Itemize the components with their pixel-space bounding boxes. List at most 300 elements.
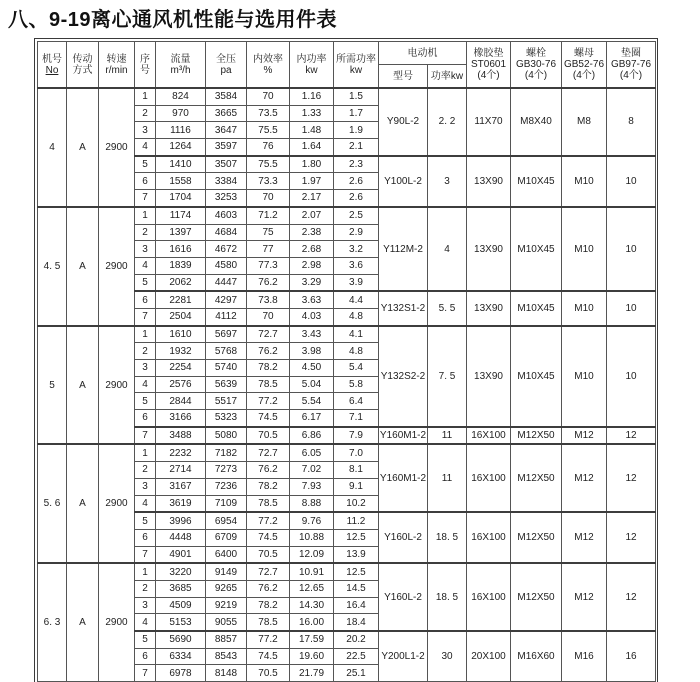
washer-header-qty: (4个) xyxy=(619,70,643,81)
flow-cell: 970 xyxy=(156,105,206,122)
inner-power-header-cn: 内功率 xyxy=(296,53,327,65)
required-power-cell: 3.2 xyxy=(334,241,379,258)
inner-power-cell: 9.76 xyxy=(290,512,334,529)
pressure-cell: 3665 xyxy=(206,105,247,122)
seq-cell: 2 xyxy=(135,224,156,241)
inner-power-cell: 1.97 xyxy=(290,173,334,190)
pressure-cell: 5323 xyxy=(206,410,247,427)
nut-cell: M12 xyxy=(562,563,607,631)
nut-cell: M10 xyxy=(562,326,607,427)
flow-cell: 824 xyxy=(156,88,206,105)
required-power-cell: 4.8 xyxy=(334,308,379,325)
washer-cell: 10 xyxy=(607,156,656,207)
flow-cell: 1410 xyxy=(156,156,206,173)
required-power-cell: 2.5 xyxy=(334,207,379,224)
seq-cell: 3 xyxy=(135,360,156,377)
seq-cell: 2 xyxy=(135,105,156,122)
inner-power-cell: 17.59 xyxy=(290,631,334,648)
motor-power-cell: 11 xyxy=(428,444,467,512)
table-body xyxy=(38,88,656,682)
nut-cell: M10 xyxy=(562,291,607,325)
fan-no-cell: 6. 3 xyxy=(38,563,67,681)
flow-cell: 3488 xyxy=(156,427,206,445)
efficiency-cell: 71.2 xyxy=(247,207,290,224)
efficiency-cell: 73.8 xyxy=(247,291,290,308)
inner-power-cell: 12.65 xyxy=(290,580,334,597)
flow-cell: 2232 xyxy=(156,444,206,461)
seq-cell: 5 xyxy=(135,512,156,529)
speed-cell: 2900 xyxy=(99,563,135,681)
efficiency-cell: 78.2 xyxy=(247,478,290,495)
rubber-pad-cell: 13X90 xyxy=(467,207,511,291)
bolt-header-qty: (4个) xyxy=(524,70,548,81)
inner-power-cell: 2.98 xyxy=(290,257,334,274)
motor-power-cell: 4 xyxy=(428,207,467,291)
drive-cell: A xyxy=(67,444,99,563)
efficiency-cell: 74.5 xyxy=(247,410,290,427)
inner-power-cell: 1.80 xyxy=(290,156,334,173)
inner-power-cell: 7.93 xyxy=(290,478,334,495)
required-power-cell: 1.5 xyxy=(334,88,379,105)
col-header-efficiency xyxy=(247,42,290,89)
pressure-cell: 9055 xyxy=(206,614,247,631)
inner-power-cell: 5.54 xyxy=(290,393,334,410)
seq-cell: 1 xyxy=(135,326,156,343)
pressure-cell: 3384 xyxy=(206,173,247,190)
col-header-seq xyxy=(135,42,156,89)
washer-cell: 12 xyxy=(607,444,656,512)
flow-cell: 2844 xyxy=(156,393,206,410)
inner-power-cell: 2.68 xyxy=(290,241,334,258)
drive-cell: A xyxy=(67,207,99,326)
flow-cell: 2504 xyxy=(156,308,206,325)
fan-performance-table xyxy=(37,41,656,682)
seq-cell: 3 xyxy=(135,597,156,614)
seq-cell: 7 xyxy=(135,427,156,445)
fan-no-cell: 5 xyxy=(38,326,67,445)
efficiency-cell: 77.3 xyxy=(247,257,290,274)
flow-cell: 3996 xyxy=(156,512,206,529)
pressure-cell: 4447 xyxy=(206,274,247,291)
table-header xyxy=(38,42,656,89)
pressure-cell: 4112 xyxy=(206,308,247,325)
efficiency-cell: 78.5 xyxy=(247,614,290,631)
motor-model-cell: Y200L1-2 xyxy=(379,631,428,682)
efficiency-cell: 72.7 xyxy=(247,444,290,461)
flow-cell: 1839 xyxy=(156,257,206,274)
rubber-pad-cell: 20X100 xyxy=(467,631,511,682)
washer-cell: 8 xyxy=(607,88,656,156)
efficiency-cell: 70.5 xyxy=(247,546,290,563)
rubber-pad-cell: 16X100 xyxy=(467,512,511,563)
efficiency-cell: 76.2 xyxy=(247,274,290,291)
pressure-cell: 5517 xyxy=(206,393,247,410)
bolt-header-cn: 螺栓 xyxy=(526,48,546,59)
bolt-cell: M10X45 xyxy=(511,156,562,207)
flow-cell: 4448 xyxy=(156,529,206,546)
flow-cell: 1558 xyxy=(156,173,206,190)
efficiency-cell: 78.5 xyxy=(247,495,290,512)
pressure-cell: 6954 xyxy=(206,512,247,529)
seq-cell: 4 xyxy=(135,257,156,274)
efficiency-cell: 72.7 xyxy=(247,563,290,580)
table-frame xyxy=(34,38,658,682)
flow-cell: 1704 xyxy=(156,190,206,207)
inner-power-cell: 1.48 xyxy=(290,122,334,139)
required-power-cell: 2.9 xyxy=(334,224,379,241)
pressure-cell: 3253 xyxy=(206,190,247,207)
seq-cell: 5 xyxy=(135,274,156,291)
efficiency-cell: 70.5 xyxy=(247,427,290,445)
col-header-washer xyxy=(607,42,656,89)
motor-model-cell: Y132S1-2 xyxy=(379,291,428,325)
seq-cell: 4 xyxy=(135,495,156,512)
required-power-cell: 2.6 xyxy=(334,173,379,190)
efficiency-header-cn: 内效率 xyxy=(253,53,283,65)
seq-cell: 2 xyxy=(135,343,156,360)
flow-cell: 1116 xyxy=(156,122,206,139)
seq-cell: 6 xyxy=(135,291,156,308)
inner-power-cell: 19.60 xyxy=(290,648,334,665)
col-header-pressure xyxy=(206,42,247,89)
required-power-cell: 7.9 xyxy=(334,427,379,445)
inner-power-cell: 3.63 xyxy=(290,291,334,308)
inner-power-cell: 4.03 xyxy=(290,308,334,325)
flow-cell: 6978 xyxy=(156,665,206,682)
seq-header-line2: 号 xyxy=(140,64,150,76)
required-power-cell: 18.4 xyxy=(334,614,379,631)
required-power-cell: 20.2 xyxy=(334,631,379,648)
efficiency-cell: 73.5 xyxy=(247,105,290,122)
flow-cell: 2062 xyxy=(156,274,206,291)
pressure-cell: 3507 xyxy=(206,156,247,173)
pressure-cell: 4672 xyxy=(206,241,247,258)
required-power-cell: 1.9 xyxy=(334,122,379,139)
speed-cell: 2900 xyxy=(99,207,135,326)
pressure-cell: 5768 xyxy=(206,343,247,360)
col-header-nut xyxy=(562,42,607,89)
pressure-cell: 8543 xyxy=(206,648,247,665)
pressure-cell: 5740 xyxy=(206,360,247,377)
motor-model-cell: Y100L-2 xyxy=(379,156,428,207)
motor-model-cell: Y90L-2 xyxy=(379,88,428,156)
pressure-cell: 4603 xyxy=(206,207,247,224)
seq-cell: 3 xyxy=(135,122,156,139)
pressure-cell: 3647 xyxy=(206,122,247,139)
efficiency-cell: 74.5 xyxy=(247,529,290,546)
inner-power-header-unit: kw xyxy=(305,64,318,76)
table-row xyxy=(38,444,656,461)
required-power-cell: 25.1 xyxy=(334,665,379,682)
rubber-pad-cell: 13X90 xyxy=(467,326,511,427)
flow-cell: 3619 xyxy=(156,495,206,512)
flow-cell: 1616 xyxy=(156,241,206,258)
col-header-drive xyxy=(67,42,99,89)
motor-model-cell: Y160L-2 xyxy=(379,512,428,563)
table-row xyxy=(38,563,656,580)
nut-cell: M12 xyxy=(562,427,607,445)
required-power-cell: 3.6 xyxy=(334,257,379,274)
bolt-cell: M10X45 xyxy=(511,326,562,427)
flow-cell: 2576 xyxy=(156,376,206,393)
efficiency-cell: 77.2 xyxy=(247,393,290,410)
seq-cell: 5 xyxy=(135,631,156,648)
speed-header-unit: r/min xyxy=(105,64,128,76)
bolt-cell: M12X50 xyxy=(511,563,562,631)
required-power-cell: 4.4 xyxy=(334,291,379,308)
flow-cell: 2254 xyxy=(156,360,206,377)
required-power-cell: 3.9 xyxy=(334,274,379,291)
efficiency-cell: 76.2 xyxy=(247,462,290,479)
efficiency-cell: 75.5 xyxy=(247,156,290,173)
pressure-header-unit: pa xyxy=(220,64,232,76)
inner-power-cell: 16.00 xyxy=(290,614,334,631)
washer-header-std: GB97-76 xyxy=(610,59,652,70)
table-row xyxy=(38,207,656,224)
seq-cell: 1 xyxy=(135,444,156,461)
efficiency-cell: 70 xyxy=(247,88,290,105)
efficiency-cell: 70 xyxy=(247,190,290,207)
pressure-cell: 9149 xyxy=(206,563,247,580)
seq-cell: 3 xyxy=(135,478,156,495)
pressure-cell: 9265 xyxy=(206,580,247,597)
fan-no-header-cn: 机号 xyxy=(42,53,62,65)
efficiency-cell: 76.2 xyxy=(247,343,290,360)
efficiency-cell: 77.2 xyxy=(247,631,290,648)
fan-no-cell: 5. 6 xyxy=(38,444,67,563)
bolt-cell: M12X50 xyxy=(511,427,562,445)
col-header-motor-power: 功率kw xyxy=(428,65,467,89)
seq-cell: 1 xyxy=(135,88,156,105)
efficiency-cell: 78.5 xyxy=(247,376,290,393)
seq-cell: 6 xyxy=(135,529,156,546)
speed-cell: 2900 xyxy=(99,88,135,207)
inner-power-cell: 4.50 xyxy=(290,360,334,377)
required-power-cell: 16.4 xyxy=(334,597,379,614)
bolt-cell: M12X50 xyxy=(511,444,562,512)
efficiency-cell: 76 xyxy=(247,139,290,156)
col-header-rubber-pad xyxy=(467,42,511,89)
pressure-cell: 7182 xyxy=(206,444,247,461)
bolt-cell: M8X40 xyxy=(511,88,562,156)
rubber-pad-header-cn: 橡胶垫 xyxy=(473,48,504,59)
inner-power-cell: 2.07 xyxy=(290,207,334,224)
pressure-cell: 7109 xyxy=(206,495,247,512)
washer-cell: 12 xyxy=(607,512,656,563)
bolt-cell: M16X60 xyxy=(511,631,562,682)
rubber-pad-cell: 16X100 xyxy=(467,444,511,512)
inner-power-cell: 3.43 xyxy=(290,326,334,343)
efficiency-cell: 76.2 xyxy=(247,580,290,597)
rubber-pad-cell: 16X100 xyxy=(467,427,511,445)
fan-no-cell: 4. 5 xyxy=(38,207,67,326)
speed-header-cn: 转速 xyxy=(106,53,127,65)
col-header-fan-no xyxy=(38,42,67,89)
nut-cell: M8 xyxy=(562,88,607,156)
col-header-flow xyxy=(156,42,206,89)
motor-model-cell: Y160L-2 xyxy=(379,563,428,631)
flow-header-cn: 流量 xyxy=(170,53,191,65)
motor-power-cell: 2. 2 xyxy=(428,88,467,156)
efficiency-cell: 74.5 xyxy=(247,648,290,665)
required-power-cell: 14.5 xyxy=(334,580,379,597)
required-power-cell: 4.1 xyxy=(334,326,379,343)
col-header-bolt xyxy=(511,42,562,89)
seq-cell: 1 xyxy=(135,207,156,224)
inner-power-cell: 1.64 xyxy=(290,139,334,156)
seq-cell: 4 xyxy=(135,376,156,393)
motor-power-cell: 18. 5 xyxy=(428,512,467,563)
seq-cell: 7 xyxy=(135,308,156,325)
pressure-cell: 8148 xyxy=(206,665,247,682)
pressure-cell: 7273 xyxy=(206,462,247,479)
pressure-cell: 6709 xyxy=(206,529,247,546)
pressure-cell: 6400 xyxy=(206,546,247,563)
required-power-cell: 12.5 xyxy=(334,529,379,546)
nut-header-qty: (4个) xyxy=(572,70,596,81)
pressure-cell: 9219 xyxy=(206,597,247,614)
seq-cell: 2 xyxy=(135,462,156,479)
inner-power-cell: 3.29 xyxy=(290,274,334,291)
required-power-header-cn: 所需功率 xyxy=(336,53,376,65)
flow-cell: 1610 xyxy=(156,326,206,343)
inner-power-cell: 7.02 xyxy=(290,462,334,479)
pressure-cell: 4580 xyxy=(206,257,247,274)
required-power-cell: 5.8 xyxy=(334,376,379,393)
efficiency-cell: 72.7 xyxy=(247,326,290,343)
inner-power-cell: 12.09 xyxy=(290,546,334,563)
flow-header-unit: m³/h xyxy=(170,64,191,76)
required-power-cell: 1.7 xyxy=(334,105,379,122)
motor-model-cell: Y132S2-2 xyxy=(379,326,428,427)
page-title: 八、9-19离心通风机性能与选用件表 xyxy=(8,9,338,31)
motor-model-cell: Y160M1-2 xyxy=(379,444,428,512)
col-header-required-power xyxy=(334,42,379,89)
efficiency-cell: 70 xyxy=(247,308,290,325)
flow-cell: 5690 xyxy=(156,631,206,648)
inner-power-cell: 10.91 xyxy=(290,563,334,580)
inner-power-cell: 2.38 xyxy=(290,224,334,241)
rubber-pad-cell: 11X70 xyxy=(467,88,511,156)
efficiency-cell: 75 xyxy=(247,224,290,241)
flow-cell: 4509 xyxy=(156,597,206,614)
flow-cell: 3167 xyxy=(156,478,206,495)
seq-header-line1: 序 xyxy=(140,53,150,65)
inner-power-cell: 10.88 xyxy=(290,529,334,546)
pressure-header-cn: 全压 xyxy=(216,53,236,65)
required-power-cell: 2.1 xyxy=(334,139,379,156)
washer-cell: 12 xyxy=(607,427,656,445)
col-header-speed xyxy=(99,42,135,89)
washer-cell: 10 xyxy=(607,326,656,427)
seq-cell: 4 xyxy=(135,139,156,156)
drive-header-line1: 传动 xyxy=(72,53,93,65)
seq-cell: 5 xyxy=(135,393,156,410)
pressure-cell: 3597 xyxy=(206,139,247,156)
inner-power-cell: 1.33 xyxy=(290,105,334,122)
inner-power-cell: 6.05 xyxy=(290,444,334,461)
required-power-cell: 22.5 xyxy=(334,648,379,665)
seq-cell: 3 xyxy=(135,241,156,258)
table-row xyxy=(38,88,656,105)
flow-cell: 3220 xyxy=(156,563,206,580)
seq-cell: 6 xyxy=(135,648,156,665)
fan-no-header-unit: No xyxy=(45,64,59,76)
flow-cell: 2281 xyxy=(156,291,206,308)
pressure-cell: 5639 xyxy=(206,376,247,393)
nut-cell: M16 xyxy=(562,631,607,682)
flow-cell: 1932 xyxy=(156,343,206,360)
efficiency-cell: 77 xyxy=(247,241,290,258)
efficiency-cell: 78.2 xyxy=(247,597,290,614)
required-power-cell: 12.5 xyxy=(334,563,379,580)
inner-power-cell: 6.86 xyxy=(290,427,334,445)
pressure-cell: 4297 xyxy=(206,291,247,308)
required-power-cell: 11.2 xyxy=(334,512,379,529)
washer-cell: 10 xyxy=(607,207,656,291)
washer-header-cn: 垫圈 xyxy=(621,48,641,59)
nut-header-cn: 螺母 xyxy=(574,48,594,59)
drive-cell: A xyxy=(67,326,99,445)
required-power-cell: 7.1 xyxy=(334,410,379,427)
flow-cell: 2714 xyxy=(156,462,206,479)
required-power-cell: 5.4 xyxy=(334,360,379,377)
rubber-pad-header-qty: (4个) xyxy=(477,70,500,81)
required-power-cell: 9.1 xyxy=(334,478,379,495)
nut-cell: M12 xyxy=(562,444,607,512)
seq-cell: 7 xyxy=(135,665,156,682)
fan-no-cell: 4 xyxy=(38,88,67,207)
bolt-cell: M10X45 xyxy=(511,207,562,291)
seq-cell: 6 xyxy=(135,173,156,190)
required-power-cell: 10.2 xyxy=(334,495,379,512)
required-power-cell: 4.8 xyxy=(334,343,379,360)
motor-power-cell: 18. 5 xyxy=(428,563,467,631)
flow-cell: 3166 xyxy=(156,410,206,427)
table-row xyxy=(38,326,656,343)
flow-cell: 3685 xyxy=(156,580,206,597)
col-header-inner-power xyxy=(290,42,334,89)
seq-cell: 6 xyxy=(135,410,156,427)
flow-cell: 1264 xyxy=(156,139,206,156)
speed-cell: 2900 xyxy=(99,326,135,445)
required-power-cell: 2.3 xyxy=(334,156,379,173)
rubber-pad-cell: 13X90 xyxy=(467,156,511,207)
inner-power-cell: 8.88 xyxy=(290,495,334,512)
rubber-pad-header-std: ST0601 xyxy=(470,59,507,70)
drive-cell: A xyxy=(67,88,99,207)
drive-header-line2: 方式 xyxy=(72,64,93,76)
motor-power-cell: 11 xyxy=(428,427,467,445)
bolt-cell: M12X50 xyxy=(511,512,562,563)
nut-cell: M10 xyxy=(562,156,607,207)
pressure-cell: 4684 xyxy=(206,224,247,241)
seq-cell: 7 xyxy=(135,190,156,207)
col-header-motor-model: 型号 xyxy=(379,65,428,89)
required-power-cell: 6.4 xyxy=(334,393,379,410)
required-power-header-unit: kw xyxy=(349,64,363,76)
washer-cell: 16 xyxy=(607,631,656,682)
motor-model-cell: Y160M1-2 xyxy=(379,427,428,445)
inner-power-cell: 6.17 xyxy=(290,410,334,427)
motor-power-cell: 3 xyxy=(428,156,467,207)
seq-cell: 2 xyxy=(135,580,156,597)
seq-cell: 1 xyxy=(135,563,156,580)
col-header-motor: 电动机 xyxy=(379,42,467,65)
bolt-header-std: GB30-76 xyxy=(515,59,557,70)
inner-power-cell: 3.98 xyxy=(290,343,334,360)
pressure-cell: 8857 xyxy=(206,631,247,648)
